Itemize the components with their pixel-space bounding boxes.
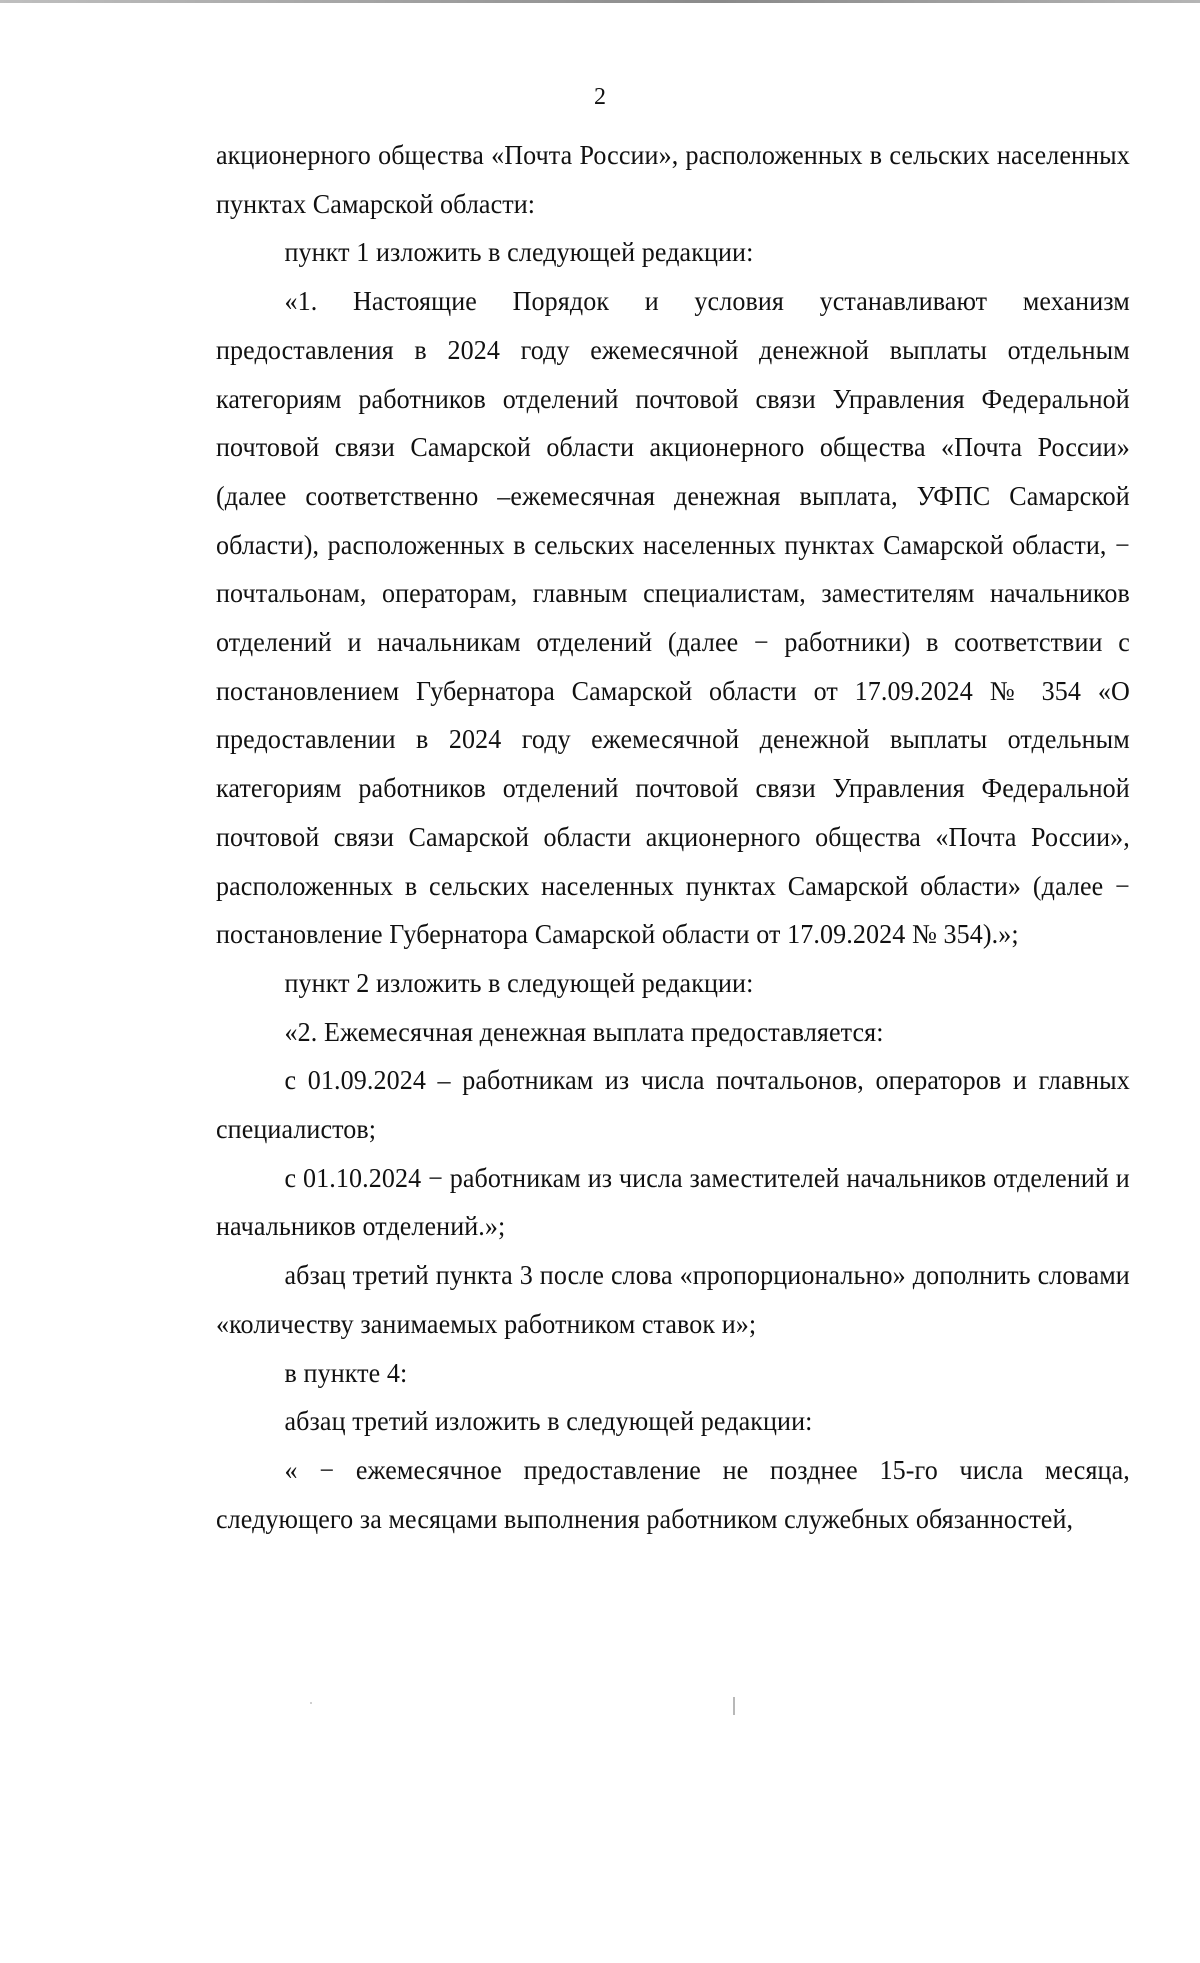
document-body — [216, 131, 1130, 1543]
paragraph-point-1-intro: пункт 1 изложить в следующей редакции: — [284, 237, 754, 268]
paragraph-point-4-text: « − ежемесячное предоставление не позднее 15-го числа месяца, следующего за месяцами выполнения работником служебных обязанностей, — [216, 1454, 1130, 1534]
scan-artifact-mark — [733, 1697, 735, 1715]
paragraph-point-4-intro: в пункте 4: — [284, 1357, 408, 1388]
paragraph-point-2-intro: пункт 2 изложить в следующей редакции: — [284, 967, 754, 998]
paragraph-continuation: акционерного общества «Почта России», расположенных в сельских населенных пунктах Самарской области: — [216, 140, 1130, 219]
paragraph-point-2-text: «2. Ежемесячная денежная выплата предоставляется: — [284, 1016, 884, 1047]
paragraph-date-september: с 01.09.2024 – работникам из числа почтальонов, операторов и главных специалистов; — [216, 1065, 1130, 1145]
paragraph-point-1-text: «1. Настоящие Порядок и условия устанавливают механизм предоставления в 2024 году ежемесячной денежной выплаты отдельным категориям работников отделений почтовой связи Управления Федеральной почтовой связи Самарской области акционерного общества «Почта России» (далее соответственно –ежемесячная денежная выплата, УФПС Самарской области), расположенных в сельских населенных пунктах Самарской области, − почтальонам, операторам, главным специалистам, заместителям начальников отделений и начальникам отделений (далее − работники) в соответствии с постановлением Губернатора Самарской области от 17.09.2024 № 354 «О предоставлении в 2024 году ежемесячной денежной выплаты отдельным категориям работников отделений почтовой связи Управления Федеральной почтовой связи Самарской области акционерного общества «Почта России», расположенных в сельских населенных пунктах Самарской области» (далее − постановление Губернатора Самарской области от 17.09.2024 № 354).»; — [216, 286, 1130, 950]
scan-artifact-dot — [310, 1702, 312, 1704]
scan-top-edge — [0, 0, 1200, 3]
paragraph-point-4-subintro: абзац третий изложить в следующей редакции: — [284, 1406, 813, 1437]
page-number: 2 — [594, 84, 606, 110]
paragraph-point-3-amendment: абзац третий пункта 3 после слова «пропорционально» дополнить словами «количеству занимаемых работником ставок и»; — [216, 1260, 1130, 1339]
paragraph-date-october: с 01.10.2024 − работникам из числа заместителей начальников отделений и начальников отделений.»; — [216, 1162, 1130, 1242]
